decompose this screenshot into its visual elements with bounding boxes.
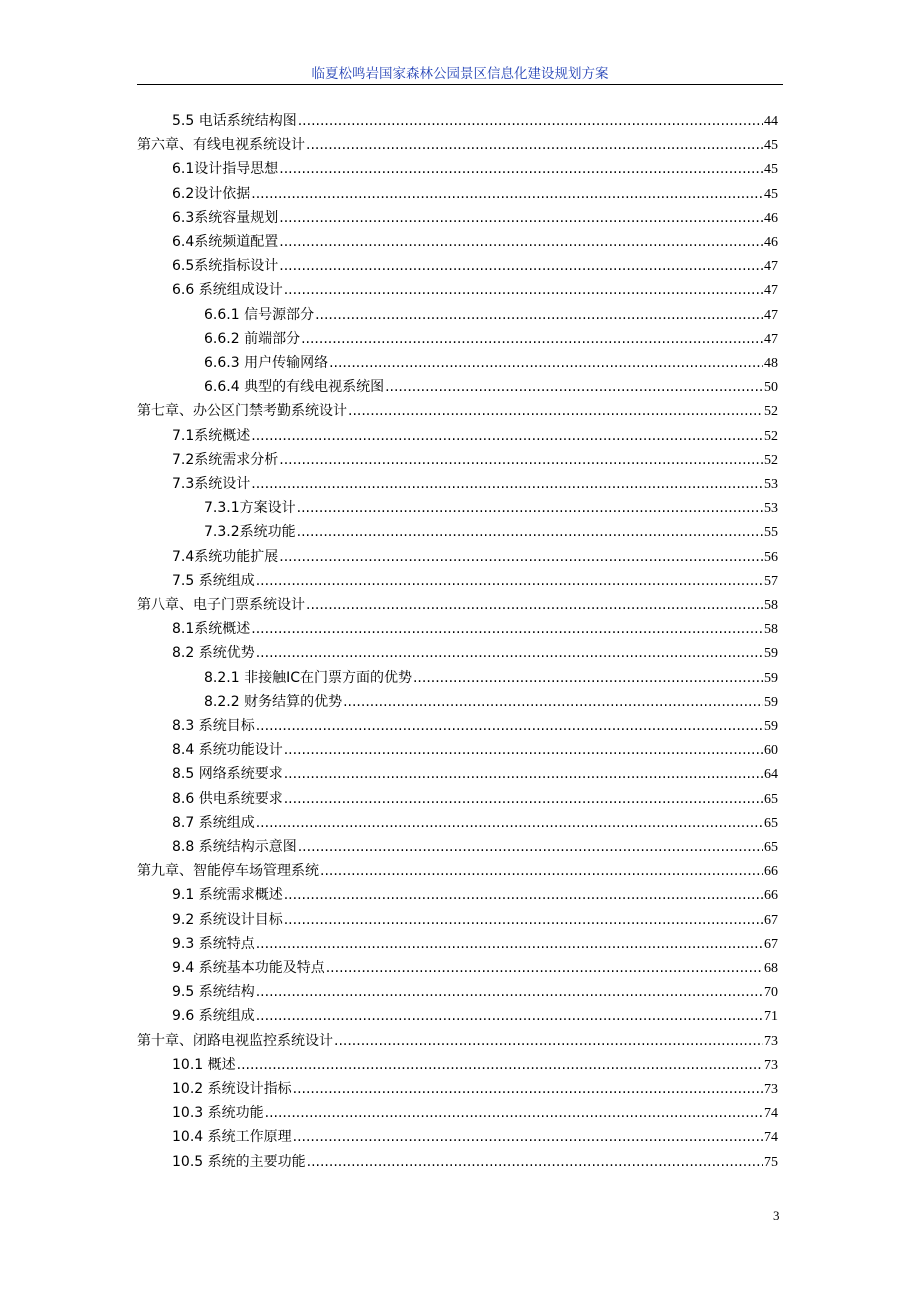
toc-entry-page: 47: [764, 331, 778, 347]
toc-entry[interactable]: [172, 836, 778, 858]
toc-entry-label: 9.2 系统设计目标: [172, 911, 283, 928]
toc-entry[interactable]: [172, 763, 778, 785]
toc-entry[interactable]: [172, 642, 778, 664]
toc-entry-label: 7.3.1方案设计: [204, 500, 296, 517]
toc-entry-page: 44: [764, 114, 778, 129]
toc-entry-label: 8.2.2 财务结算的优势: [204, 693, 343, 710]
toc-entry-label: 10.2 系统设计指标: [172, 1081, 292, 1097]
toc-entry-page: 52: [764, 428, 778, 444]
toc-entry-label: 9.6 系统组成: [172, 1008, 255, 1025]
toc-leader-dots: [284, 763, 763, 785]
toc-entry-label: 7.5 系统组成: [172, 572, 255, 589]
toc-entry-label: 9.1 系统需求概述: [172, 887, 283, 904]
toc-entry[interactable]: [172, 981, 778, 1003]
toc-entry-label: 第七章、办公区门禁考勤系统设计: [137, 403, 347, 420]
toc-entry-label: 8.5 网络系统要求: [172, 766, 283, 783]
toc-entry-label: 8.4 系统功能设计: [172, 742, 283, 759]
toc-leader-dots: [284, 909, 763, 931]
toc-leader-dots: [279, 158, 763, 180]
toc-entry[interactable]: [137, 860, 778, 882]
toc-entry-label: 8.7 系统组成: [172, 814, 255, 831]
toc-entry-label: 9.5 系统结构: [172, 984, 255, 1001]
toc-entry[interactable]: [172, 183, 778, 205]
toc-entry-page: 65: [764, 815, 778, 831]
toc-entry-page: 67: [764, 912, 778, 928]
toc-leader-dots: [256, 642, 763, 664]
toc-entry[interactable]: [172, 739, 778, 761]
toc-leader-dots: [284, 279, 763, 301]
toc-entry-label: 10.4 系统工作原理: [172, 1129, 292, 1146]
toc-entry-page: 65: [764, 840, 778, 855]
toc-entry-page: 58: [764, 622, 778, 638]
toc-leader-dots: [385, 376, 763, 398]
toc-leader-dots: [284, 884, 763, 906]
toc-entry-page: 57: [764, 573, 778, 589]
toc-entry[interactable]: [137, 1030, 778, 1052]
toc-leader-dots: [293, 1078, 763, 1100]
toc-entry-label: 6.6.3 用户传输网络: [204, 355, 329, 371]
toc-entry[interactable]: [204, 667, 778, 689]
toc-entry-label: 10.1 概述: [172, 1056, 236, 1073]
toc-leader-dots: [256, 715, 763, 737]
toc-entry-page: 59: [764, 719, 778, 734]
toc-leader-dots: [251, 618, 763, 640]
toc-entry-label: 第九章、智能停车场管理系统: [137, 863, 319, 880]
toc-leader-dots: [279, 255, 763, 277]
toc-entry-label: 8.2.1 非接触IC在门票方面的优势: [204, 669, 412, 686]
toc-entry-label: 8.6 供电系统要求: [172, 790, 283, 807]
toc-entry-label: 6.3系统容量规划: [172, 209, 279, 226]
toc-entry-page: 59: [764, 670, 778, 686]
toc-entry[interactable]: [172, 812, 778, 834]
header-rule: [137, 84, 783, 85]
toc-entry-page: 45: [764, 138, 778, 154]
toc-leader-dots: [307, 1151, 763, 1173]
toc-entry-page: 56: [764, 549, 778, 565]
toc-entry[interactable]: [204, 497, 778, 519]
toc-entry-page: 48: [764, 356, 778, 371]
toc-entry-page: 53: [764, 501, 778, 517]
toc-leader-dots: [348, 400, 763, 422]
toc-entry-page: 50: [764, 380, 778, 396]
toc-entry[interactable]: [172, 425, 778, 447]
toc-entry-label: 9.3 系统特点: [172, 935, 255, 952]
toc-entry[interactable]: [172, 1078, 778, 1100]
toc-entry-page: 59: [764, 694, 778, 710]
toc-entry[interactable]: [172, 1102, 778, 1124]
toc-leader-dots: [284, 788, 763, 810]
toc-entry[interactable]: [172, 207, 778, 229]
toc-leader-dots: [329, 352, 763, 374]
toc-entry[interactable]: [172, 909, 778, 931]
toc-leader-dots: [256, 570, 763, 592]
toc-entry-label: 第六章、有线电视系统设计: [137, 137, 305, 154]
toc-entry-label: 8.1系统概述: [172, 621, 251, 638]
toc-leader-dots: [326, 957, 763, 979]
toc-entry-page: 47: [764, 307, 778, 323]
toc-leader-dots: [279, 207, 763, 229]
toc-entry-page: 71: [764, 1009, 778, 1025]
toc-leader-dots: [334, 1030, 763, 1052]
toc-leader-dots: [279, 449, 763, 471]
toc-leader-dots: [297, 521, 763, 543]
toc-leader-dots: [306, 594, 763, 616]
toc-leader-dots: [413, 667, 763, 689]
toc-entry-label: 第十章、闭路电视监控系统设计: [137, 1032, 333, 1049]
toc-entry-page: 75: [764, 1154, 778, 1170]
toc-entry[interactable]: [172, 231, 778, 253]
toc-entry-label: 7.3系统设计: [172, 476, 251, 492]
toc-entry-page: 73: [764, 1057, 778, 1073]
toc-entry-label: 8.2 系统优势: [172, 645, 255, 662]
toc-entry-label: 6.6.1 信号源部分: [204, 306, 315, 323]
toc-leader-dots: [251, 473, 763, 495]
toc-leader-dots: [256, 981, 763, 1003]
toc-entry-label: 5.5 电话系统结构图: [172, 113, 297, 129]
toc-entry-page: 66: [764, 864, 778, 880]
toc-leader-dots: [298, 110, 763, 132]
document-header-title: 临夏松鸣岩国家森林公园景区信息化建设规划方案: [311, 66, 609, 82]
toc-entry-label: 6.6.2 前端部分: [204, 330, 301, 347]
toc-entry[interactable]: [172, 884, 778, 906]
toc-entry[interactable]: [204, 304, 778, 326]
toc-entry-label: 8.8 系统结构示意图: [172, 839, 297, 855]
toc-entry[interactable]: [172, 279, 778, 301]
toc-entry-page: 74: [764, 1130, 778, 1146]
toc-entry-page: 70: [764, 985, 778, 1001]
toc-entry[interactable]: [137, 134, 778, 156]
toc-leader-dots: [256, 812, 763, 834]
toc-leader-dots: [265, 1102, 763, 1124]
toc-entry-label: 8.3 系统目标: [172, 718, 255, 734]
toc-entry[interactable]: [172, 449, 778, 471]
toc-entry-page: 52: [764, 452, 778, 468]
toc-entry-page: 73: [764, 1033, 778, 1049]
toc-entry-label: 7.2系统需求分析: [172, 451, 279, 468]
toc-leader-dots: [251, 425, 763, 447]
toc-entry-page: 64: [764, 767, 778, 783]
toc-entry-label: 第八章、电子门票系统设计: [137, 597, 305, 613]
toc-entry-page: 60: [764, 743, 778, 759]
toc-entry-label: 10.5 系统的主要功能: [172, 1153, 306, 1170]
toc-entry[interactable]: [172, 957, 778, 979]
toc-entry-page: 67: [764, 936, 778, 952]
toc-leader-dots: [279, 546, 763, 568]
toc-entry-label: 10.3 系统功能: [172, 1105, 264, 1122]
toc-entry[interactable]: [172, 570, 778, 592]
toc-entry-page: 46: [764, 210, 778, 226]
toc-leader-dots: [279, 231, 763, 253]
toc-leader-dots: [237, 1054, 763, 1076]
toc-leader-dots: [320, 860, 763, 882]
toc-entry[interactable]: [137, 594, 778, 616]
toc-entry-label: 7.3.2系统功能: [204, 524, 296, 541]
toc-leader-dots: [298, 836, 763, 858]
toc-entry[interactable]: [172, 618, 778, 640]
toc-entry[interactable]: [172, 1151, 778, 1173]
toc-leader-dots: [306, 134, 763, 156]
toc-leader-dots: [284, 739, 763, 761]
toc-entry-page: 47: [764, 283, 778, 299]
toc-entry-page: 47: [764, 259, 778, 275]
toc-entry-label: 9.4 系统基本功能及特点: [172, 960, 325, 976]
toc-entry[interactable]: [204, 352, 778, 374]
toc-leader-dots: [343, 691, 763, 713]
toc-entry[interactable]: [172, 255, 778, 277]
toc-entry-label: 6.6.4 典型的有线电视系统图: [204, 379, 385, 396]
toc-entry-label: 7.4系统功能扩展: [172, 548, 279, 565]
toc-entry-page: 73: [764, 1082, 778, 1097]
toc-entry[interactable]: [137, 400, 778, 422]
toc-leader-dots: [315, 304, 763, 326]
toc-leader-dots: [301, 328, 763, 350]
toc-entry[interactable]: [204, 328, 778, 350]
toc-entry-page: 52: [764, 404, 778, 420]
toc-entry-page: 68: [764, 961, 778, 976]
toc-entry[interactable]: [204, 691, 778, 713]
toc-entry[interactable]: [204, 376, 778, 398]
toc-entry[interactable]: [172, 715, 778, 737]
toc-entry-page: 66: [764, 888, 778, 904]
toc-entry[interactable]: [172, 933, 778, 955]
page-number: 3: [773, 1208, 780, 1223]
toc-entry-label: 6.6 系统组成设计: [172, 282, 283, 299]
toc-entry-label: 6.4系统频道配置: [172, 234, 279, 250]
toc-entry-page: 58: [764, 598, 778, 613]
toc-entry[interactable]: [172, 473, 778, 495]
toc-entry-label: 6.1设计指导思想: [172, 161, 279, 178]
toc-entry[interactable]: [172, 110, 778, 132]
toc-leader-dots: [251, 183, 763, 205]
toc-entry-page: 65: [764, 791, 778, 807]
toc-entry-page: 46: [764, 235, 778, 250]
toc-entry[interactable]: [172, 1126, 778, 1148]
toc-entry-page: 45: [764, 162, 778, 178]
toc-entry[interactable]: [172, 1005, 778, 1027]
toc-leader-dots: [256, 1005, 763, 1027]
toc-entry[interactable]: [204, 521, 778, 543]
toc-entry-page: 45: [764, 186, 778, 202]
toc-entry-page: 59: [764, 646, 778, 662]
toc-entry-label: 6.2设计依据: [172, 185, 251, 202]
toc-entry-page: 55: [764, 525, 778, 541]
toc-leader-dots: [297, 497, 763, 519]
toc-leader-dots: [293, 1126, 763, 1148]
toc-entry[interactable]: [172, 1054, 778, 1076]
toc-entry[interactable]: [172, 158, 778, 180]
toc-entry[interactable]: [172, 788, 778, 810]
toc-entry-page: 53: [764, 477, 778, 492]
toc-entry-page: 74: [764, 1106, 778, 1122]
toc-entry[interactable]: [172, 546, 778, 568]
toc-entry-label: 7.1系统概述: [172, 427, 251, 444]
toc-leader-dots: [256, 933, 763, 955]
toc-entry-label: 6.5系统指标设计: [172, 258, 279, 275]
